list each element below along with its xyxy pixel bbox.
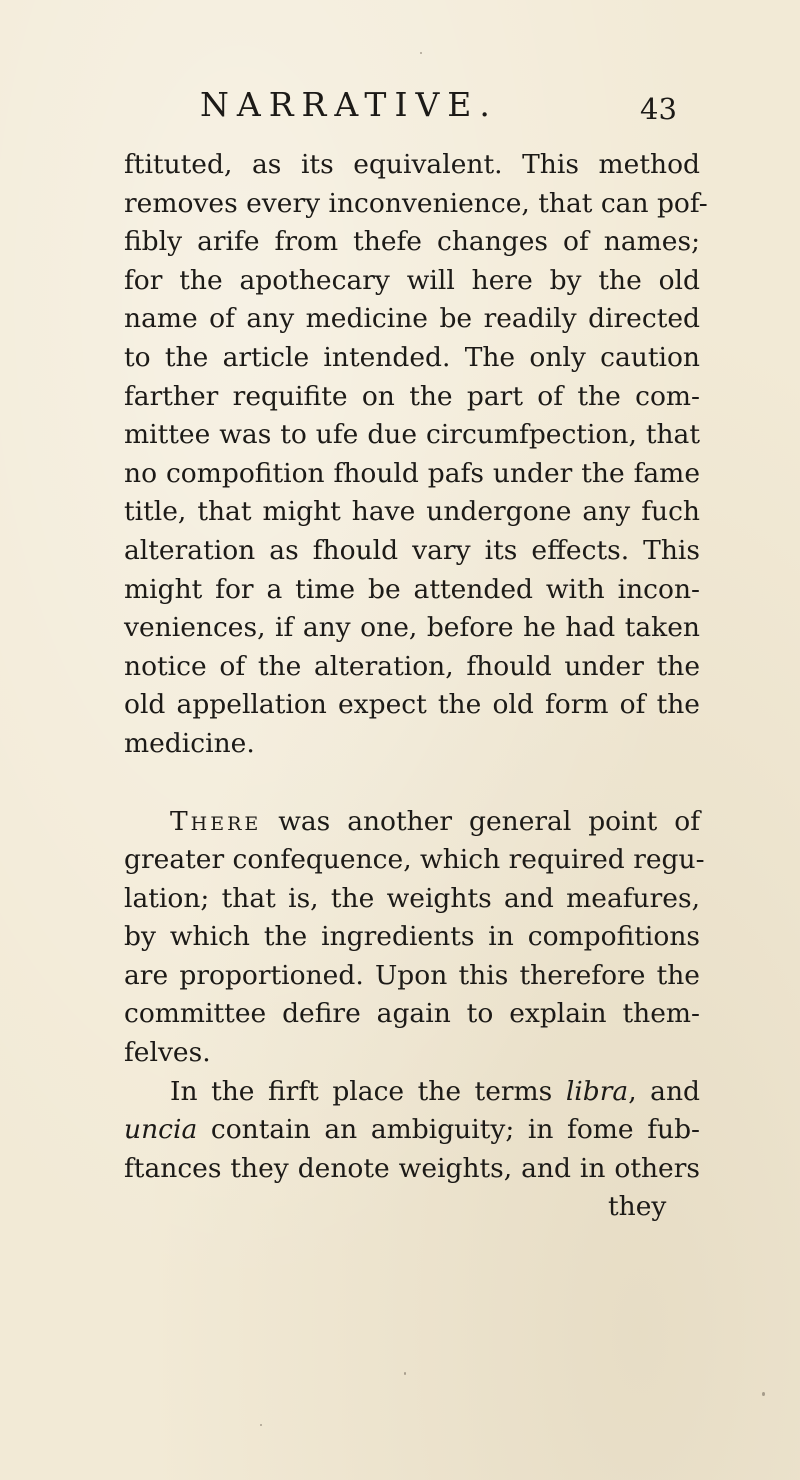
paper-speck: [762, 1392, 765, 1396]
italic-term: libra: [565, 1075, 629, 1107]
text-line: lation; that is, the weights and meafures,: [124, 882, 700, 914]
text-line: are proportioned. Upon this therefore the: [124, 959, 700, 991]
text-line: title, that might have undergone any fuch: [124, 496, 700, 528]
text-line: ftituted, as its equivalent. This method: [124, 149, 700, 180]
italic-term: uncia: [124, 1114, 198, 1146]
text-run: , and: [628, 1075, 700, 1107]
text-line: committee defire again to explain them-: [124, 998, 700, 1030]
text-run: contain an ambiguity; in fome fub-: [197, 1114, 700, 1146]
text-line: no compofition fhould pafs under the fame: [124, 457, 700, 489]
page-number: 43: [640, 92, 677, 126]
text-run: In the firft place the terms: [170, 1075, 566, 1107]
text-line: [124, 1111, 700, 1150]
text-run: was another general point of: [261, 805, 700, 837]
paper-speck: [404, 1372, 406, 1375]
text-line: medicine.: [124, 727, 255, 759]
text-line: old appellation expect the old form of the: [124, 689, 700, 721]
running-head: [0, 80, 800, 130]
text-line: mittee was to ufe due circumfpection, that: [124, 419, 700, 451]
text-line: [124, 803, 700, 842]
text-line: alteration as fhould vary its effects. This: [124, 534, 700, 566]
text-line: farther requifite on the part of the com-: [124, 380, 700, 412]
text-line: notice of the alteration, fhould under the: [124, 650, 700, 682]
paper-speck: [260, 1424, 262, 1426]
running-title: NARRATIVE.: [200, 85, 498, 124]
text-line: might for a time be attended with incon-: [124, 573, 700, 605]
paper-speck: [420, 52, 422, 54]
text-line: fibly arife from thefe changes of names;: [124, 226, 700, 258]
text-line: felves.: [124, 1037, 211, 1069]
text-line: ftances they denote weights, and in others: [124, 1152, 700, 1184]
paragraph-gap: [124, 764, 700, 803]
text-line: name of any medicine be readily directed: [124, 303, 700, 335]
text-line: for the apothecary will here by the old: [124, 264, 700, 296]
text-line: greater confequence, which required regu-: [124, 844, 705, 876]
text-line: by which the ingredients in compofitions: [124, 921, 700, 953]
text-line: removes every inconvenience, that can pof-: [124, 187, 708, 219]
body-text: [124, 146, 708, 1227]
small-caps-lead: There: [170, 805, 262, 837]
text-line: veniences, if any one, before he had taken: [124, 612, 700, 644]
text-line: [124, 1073, 700, 1112]
text-line: to the article intended. The only caution: [124, 341, 700, 373]
catchword: they: [608, 1191, 667, 1223]
